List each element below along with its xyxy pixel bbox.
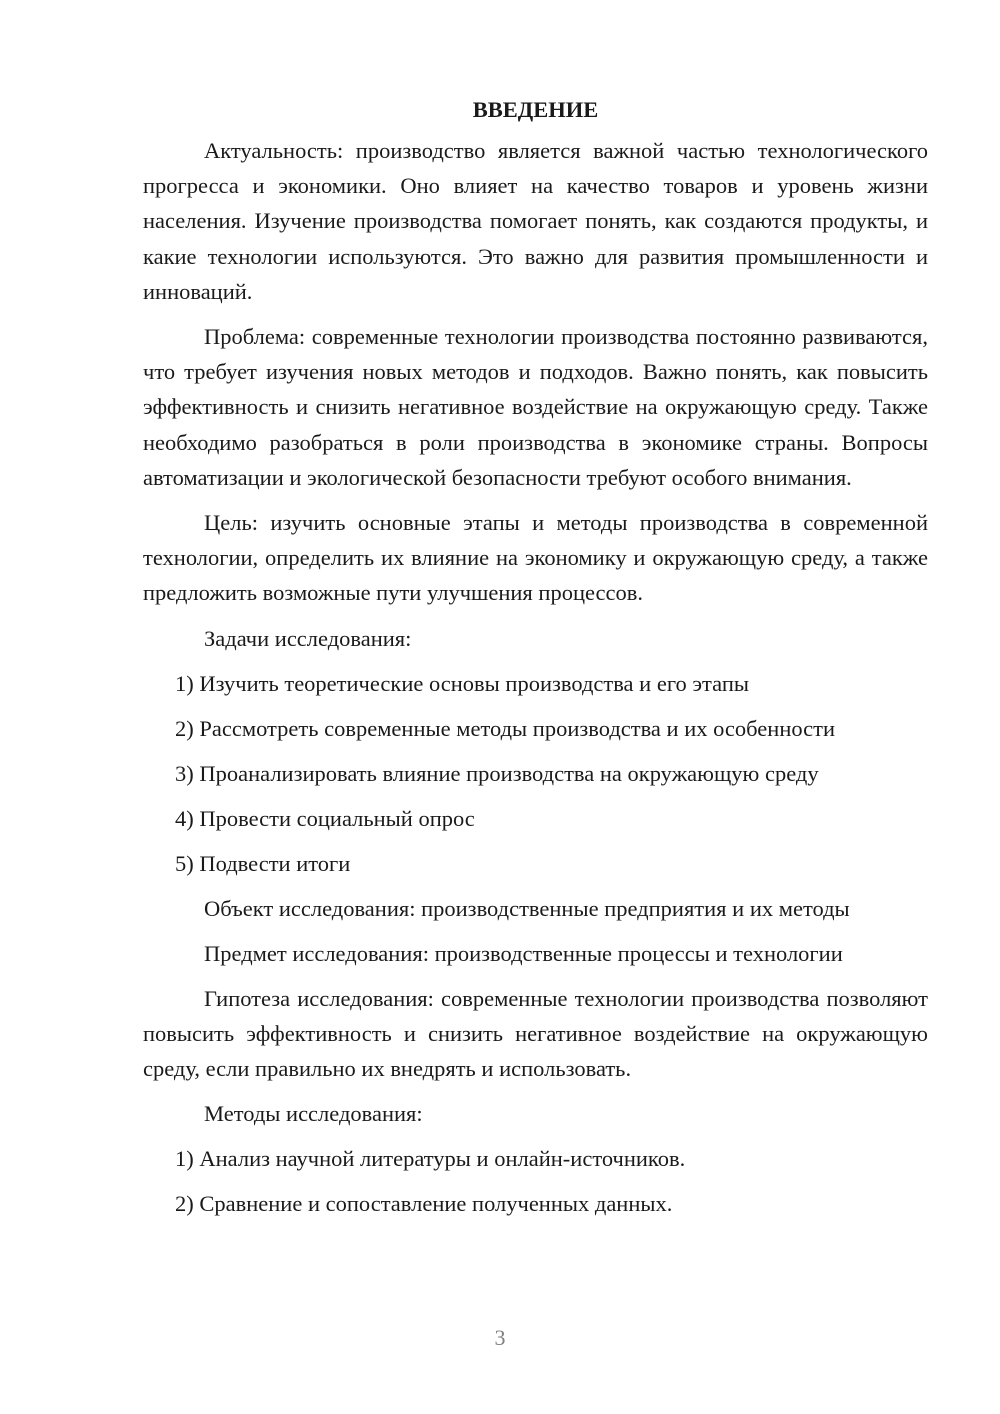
task-item: 3) Проанализировать влияние производства на окружающую среду bbox=[175, 760, 819, 786]
problem-paragraph: Проблема: современные технологии производства постоянно развиваются, что требует изучения новых методов и подходов. Важно понять, как повысить эффективность и снизить негативное воздействие на окружающую среду. Также необходимо разобраться в роли производства в экономике страны. Вопросы автоматизации и экологической безопасности требуют особого внимания. bbox=[143, 324, 928, 490]
goal-paragraph: Цель: изучить основные этапы и методы производства в современной технологии, определить их влияние на экономику и окружающую среду, а также предложить возможные пути улучшения процессов. bbox=[143, 510, 928, 606]
page-title: ВВЕДЕНИЕ bbox=[472, 97, 599, 122]
page-number: 3 bbox=[494, 1325, 506, 1350]
task-item: 4) Провести социальный опрос bbox=[175, 805, 475, 831]
task-item: 2) Рассмотреть современные методы производства и их особенности bbox=[175, 715, 836, 741]
task-item: 1) Изучить теоретические основы производства и его этапы bbox=[175, 670, 749, 696]
methods-heading: Методы исследования: bbox=[204, 1101, 423, 1127]
hypothesis-paragraph: Гипотеза исследования: современные технологии производства позволяют повысить эффективность и снизить негативное воздействие на окружающую среду, если правильно их внедрять и использовать. bbox=[143, 985, 928, 1082]
tasks-heading: Задачи исследования: bbox=[204, 625, 412, 651]
subject-line: Предмет исследования: производственные процессы и технологии bbox=[204, 940, 843, 966]
method-item: 1) Анализ научной литературы и онлайн-источников. bbox=[175, 1146, 686, 1172]
method-item: 2) Сравнение и сопоставление полученных данных. bbox=[175, 1191, 673, 1217]
task-item: 5) Подвести итоги bbox=[175, 850, 351, 876]
page-content bbox=[143, 92, 928, 1231]
relevance-paragraph: Актуальность: производство является важной частью технологического прогресса и экономики. Оно влияет на качество товаров и уровень жизни населения. Изучение производства помогает понять, как создаются продукты, и какие технологии используются. Это важно для развития промышленности и инноваций. bbox=[143, 138, 928, 304]
object-line: Объект исследования: производственные предприятия и их методы bbox=[204, 895, 850, 921]
